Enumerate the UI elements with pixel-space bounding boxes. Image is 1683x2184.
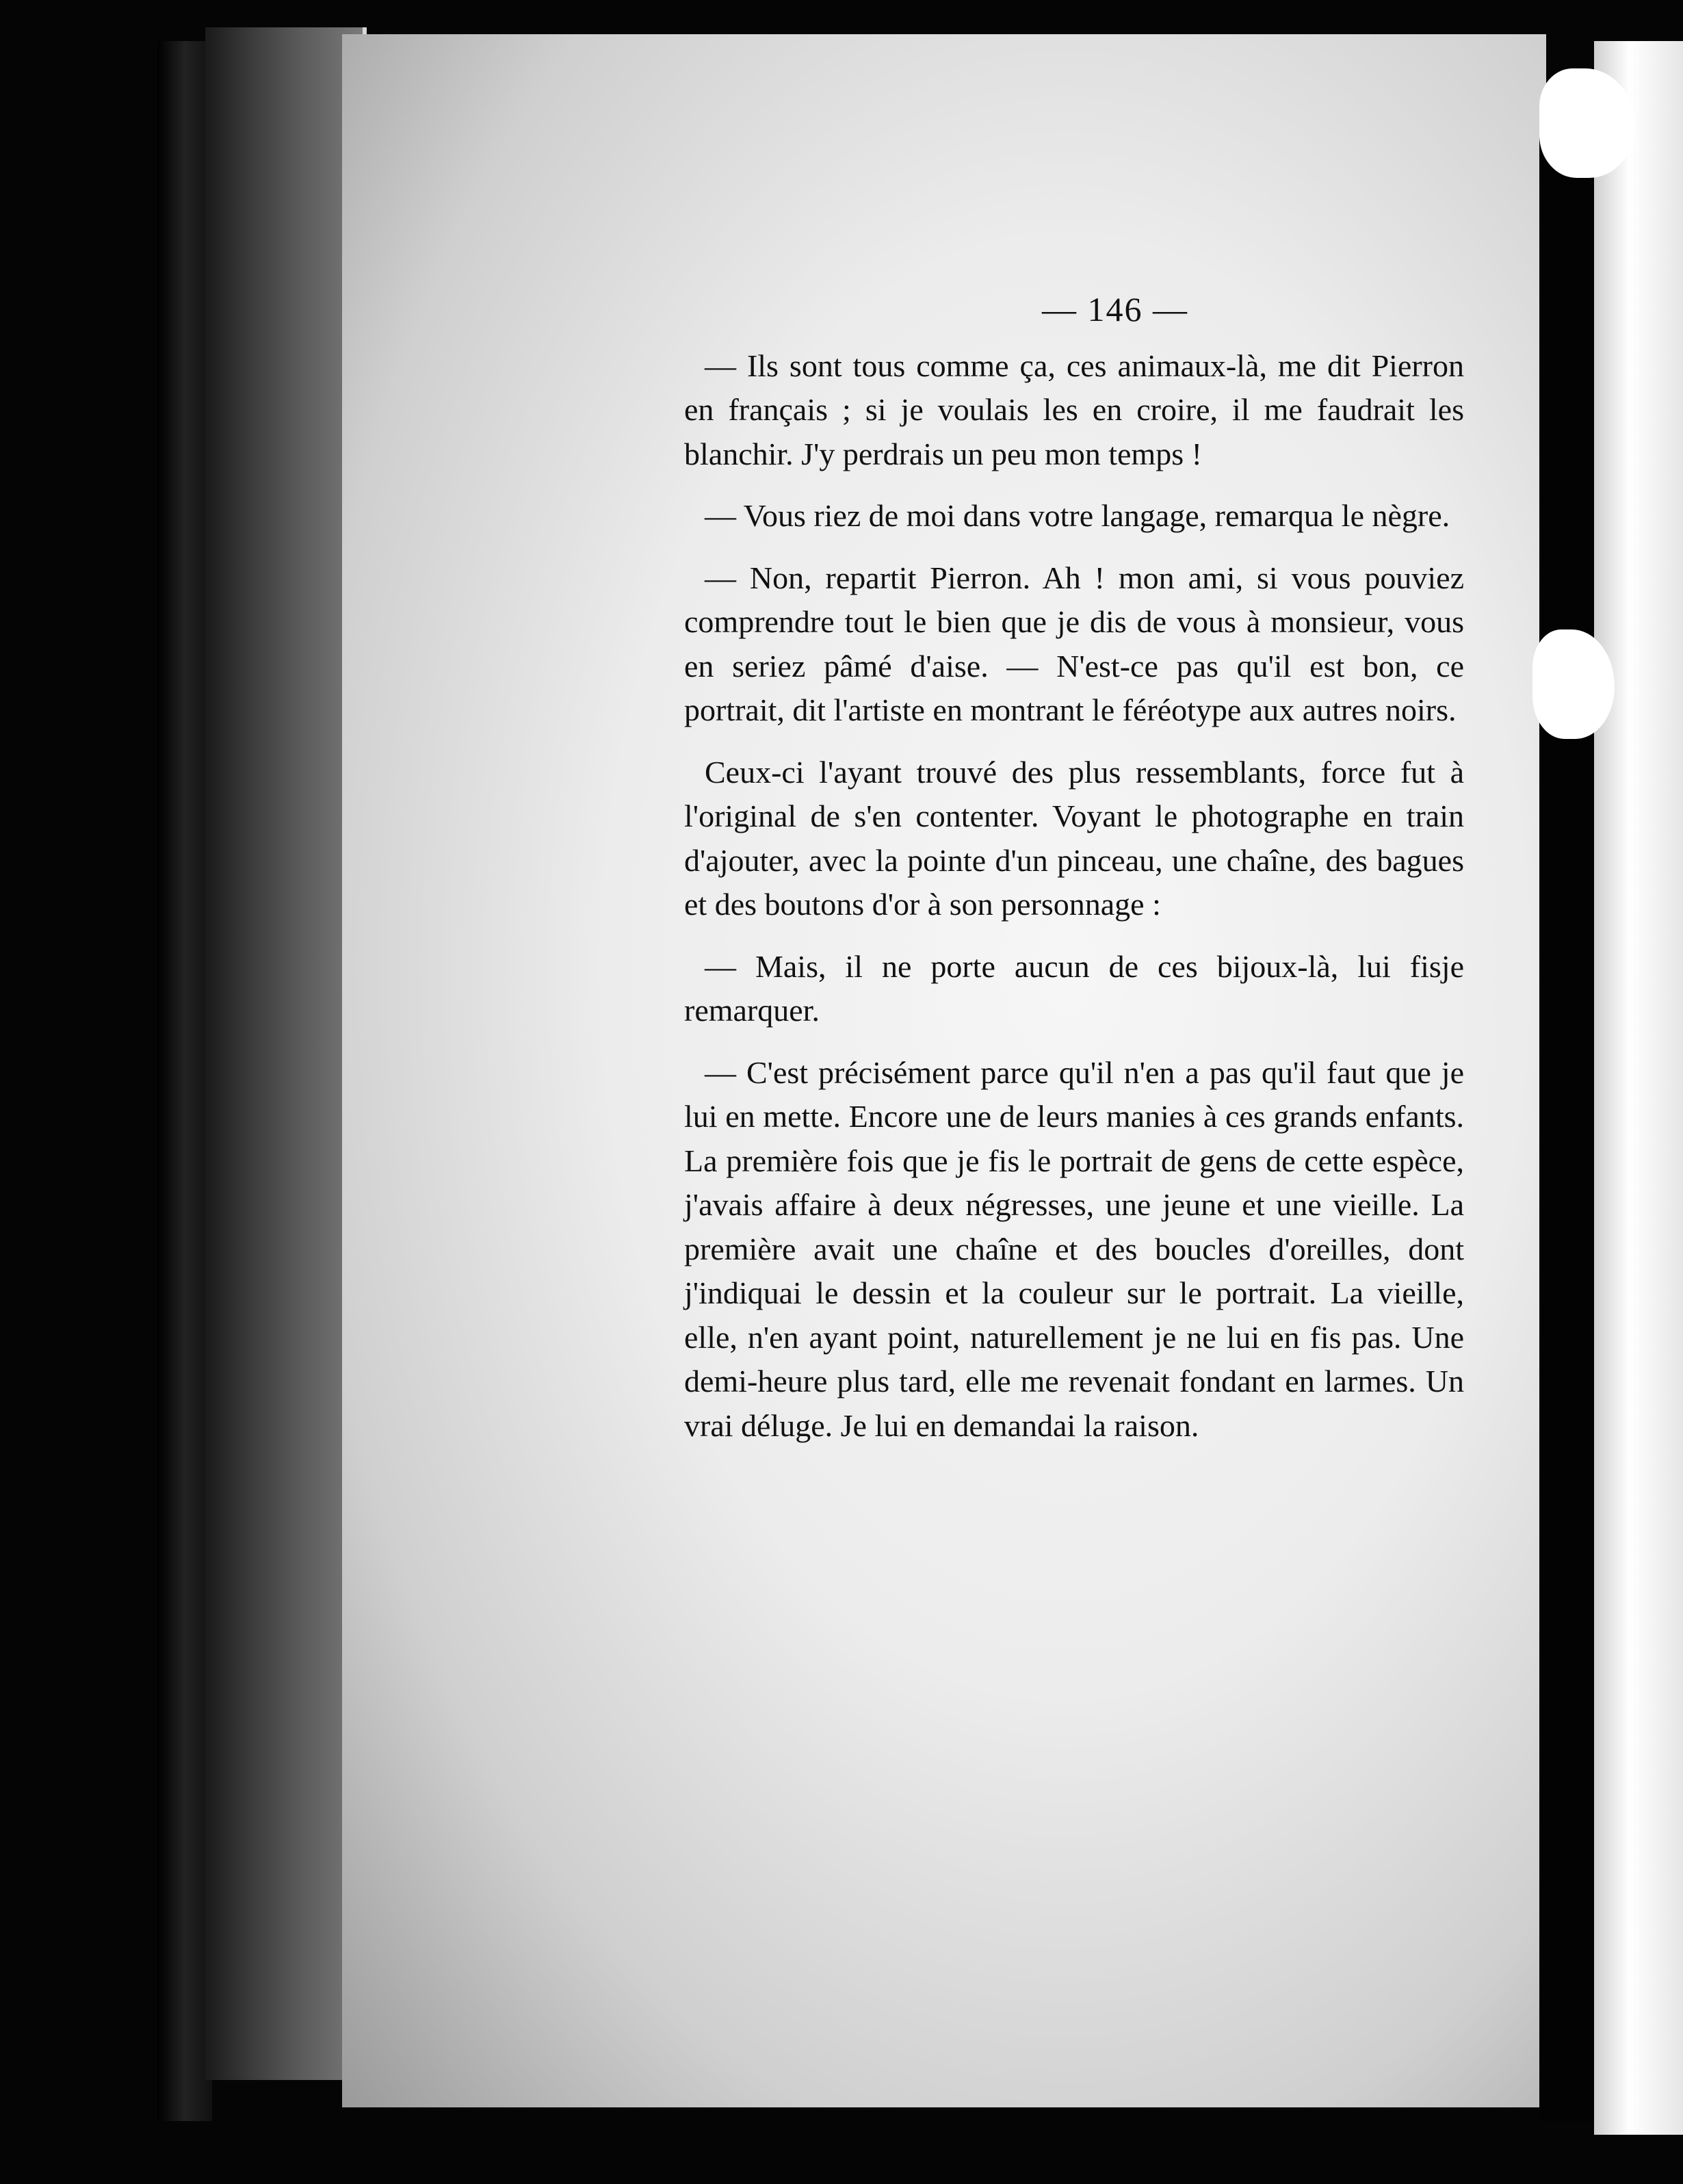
right-binding-shadow: [1539, 137, 1594, 2121]
right-page-edge: [1594, 41, 1683, 2135]
paragraph: — Vous riez de moi dans votre langage, remarqua le nègre.: [705, 498, 1450, 533]
left-binding-shadow: [157, 41, 212, 2121]
paragraph: Ceux-ci l'ayant trouvé des plus ressemblants, force fut à l'original de s'en contenter. Voyant le photographe en train d'ajouter, avec la pointe d'un pinceau, une chaîne, des bagues et des boutons d'or à son personnage :: [684, 754, 1464, 922]
paragraph: — Mais, il ne porte aucun de ces bijoux-là, lui fisje remarquer.: [684, 948, 1464, 1028]
page-number: — 146 —: [1042, 290, 1188, 328]
page-text-block: [684, 287, 1464, 1466]
paper-tear-top: [1539, 68, 1635, 178]
paper-tear-middle: [1532, 629, 1615, 739]
paragraph: — C'est précisément parce qu'il n'en a pas qu'il faut que je lui en mette. Encore une de leurs manies à ces grands enfants. La première fois que je fis le portrait de gens de cette espèce, j'avais affaire à deux négresses, une jeune et une vieille. La première avait une chaîne et des boucles d'oreilles, dont j'indiquai le dessin et la couleur sur le portrait. La vieille, elle, n'en ayant point, naturellement je ne lui en fis pas. Une demi-heure plus tard, elle me revenait fondant en larmes. Un vrai déluge. Je lui en demandai la raison.: [684, 1054, 1464, 1443]
paragraph: — Non, repartit Pierron. Ah ! mon ami, si vous pouviez comprendre tout le bien que je dis de vous à monsieur, vous en seriez pâmé d'aise. — N'est-ce pas qu'il est bon, ce portrait, dit l'artiste en montrant le féréotype aux autres noirs.: [684, 560, 1464, 727]
paragraph: — Ils sont tous comme ça, ces animaux-là, me dit Pierron en français ; si je voulais les en croire, il me faudrait les blanchir. J'y perdrais un peu mon temps !: [684, 348, 1464, 471]
